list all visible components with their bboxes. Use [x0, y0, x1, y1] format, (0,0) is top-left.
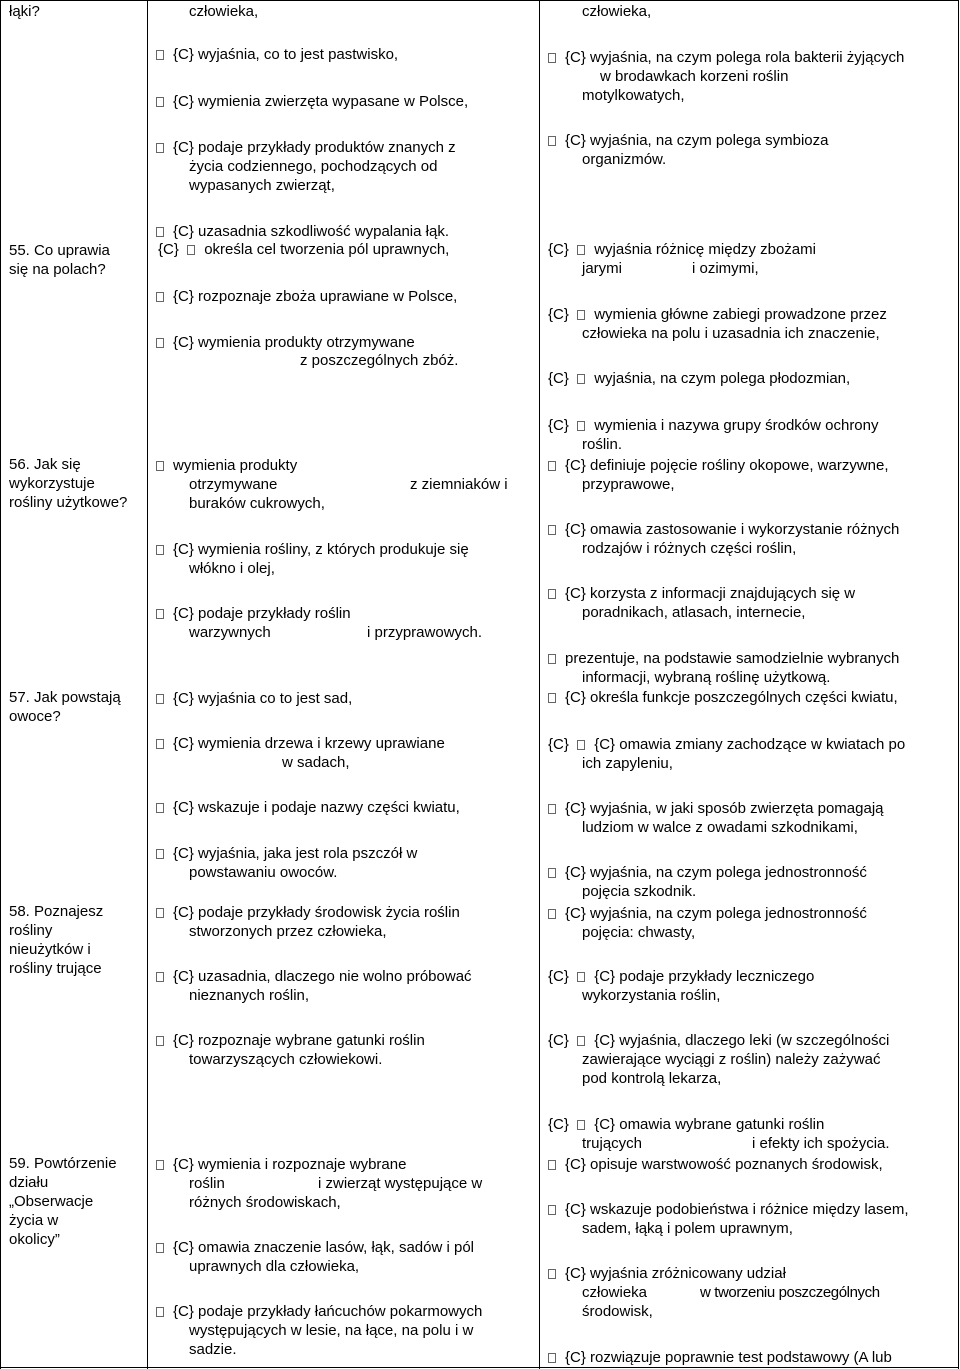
- requirement-text: trujących: [582, 1135, 643, 1152]
- bullet-box-icon: [156, 803, 164, 813]
- table-border-bottom: [0, 1367, 959, 1368]
- lesson-title: 56. Jak się: [9, 456, 81, 473]
- requirement-item: {C} omawia znaczenie lasów, łąk, sadów i pól: [156, 1238, 474, 1257]
- requirement-text: zawierające wyciągi z roślin) należy zażywać: [582, 1051, 881, 1068]
- bullet-box-icon: [156, 972, 164, 982]
- requirement-text: człowieka na polu i uzasadnia ich znaczenie,: [582, 325, 880, 342]
- requirement-text: różnych środowiskach,: [189, 1194, 341, 1211]
- requirement-item: {C} omawia zastosowanie i wykorzystanie różnych: [548, 520, 899, 539]
- bullet-box-icon: [577, 972, 585, 982]
- requirement-item: {C} uzasadnia szkodliwość wypalania łąk.: [156, 222, 449, 241]
- requirement-text: z poszczególnych zbóż.: [300, 352, 459, 369]
- bullet-box-icon: [156, 338, 164, 348]
- lesson-title: rośliny trujące: [9, 960, 102, 977]
- requirement-text: i ozimymi,: [692, 260, 759, 277]
- lesson-title: 55. Co uprawia: [9, 242, 110, 259]
- bullet-box-icon: [548, 136, 556, 146]
- bullet-box-icon: [156, 908, 164, 918]
- requirement-item: {C} uzasadnia, dlaczego nie wolno próbować: [156, 967, 472, 986]
- requirement-text: uprawnych dla człowieka,: [189, 1258, 360, 1275]
- requirement-text: i efekty ich spożycia.: [752, 1135, 890, 1152]
- column-divider-2: [539, 0, 540, 1369]
- requirement-text: pojęcia: chwasty,: [582, 924, 696, 941]
- requirement-text: pod kontrolą lekarza,: [582, 1070, 722, 1087]
- requirement-item: {C} {C} wyjaśnia, dlaczego leki (w szczególności: [548, 1032, 890, 1049]
- requirement-item: {C} wskazuje i podaje nazwy części kwiatu,: [156, 798, 460, 817]
- lesson-title: „Obserwacje: [9, 1193, 94, 1210]
- bullet-box-icon: [548, 693, 556, 703]
- column-divider-1: [147, 0, 148, 1369]
- requirement-text: włókno i olej,: [189, 560, 275, 577]
- bullet-box-icon: [156, 97, 164, 107]
- requirement-item: {C} wyjaśnia, na czym polega jednostronność: [548, 904, 867, 923]
- requirement-item: {C} {C} omawia zmiany zachodzące w kwiatach po: [548, 736, 906, 753]
- requirement-item: {C} wymienia zwierzęta wypasane w Polsce,: [156, 92, 468, 111]
- requirement-text: i przyprawowych.: [367, 624, 483, 641]
- bullet-box-icon: [187, 245, 195, 255]
- bullet-box-icon: [548, 868, 556, 878]
- lesson-title: rośliny: [9, 922, 53, 939]
- bullet-box-icon: [156, 739, 164, 749]
- requirement-text: w tworzeniu poszczególnych: [700, 1284, 880, 1301]
- lesson-title: okolicy”: [9, 1231, 60, 1248]
- bullet-box-icon: [577, 740, 585, 750]
- requirement-text: w sadach,: [282, 754, 350, 771]
- requirement-item: {C} wyjaśnia zróżnicowany udział: [548, 1264, 786, 1283]
- requirement-item: {C} rozpoznaje zboża uprawiane w Polsce,: [156, 287, 457, 306]
- requirement-text: powstawaniu owoców.: [189, 864, 338, 881]
- bullet-box-icon: [548, 589, 556, 599]
- lesson-title: 59. Powtórzenie: [9, 1155, 117, 1172]
- bullet-box-icon: [156, 1307, 164, 1317]
- requirement-item: {C} wymienia produkty otrzymywane: [156, 333, 415, 352]
- lesson-title: nieużytków i: [9, 941, 91, 958]
- requirement-text: występujących w lesie, na łące, na polu i w: [189, 1322, 474, 1339]
- table-border-left: [0, 0, 1, 1369]
- requirement-text: poradnikach, atlasach, internecie,: [582, 604, 806, 621]
- requirement-item: {C} {C} omawia wybrane gatunki roślin: [548, 1116, 825, 1133]
- bullet-box-icon: [548, 525, 556, 535]
- requirement-text: ludziom w walce z owadami szkodnikami,: [582, 819, 858, 836]
- requirement-text: towarzyszących człowiekowi.: [189, 1051, 383, 1068]
- bullet-box-icon: [548, 461, 556, 471]
- requirement-item: {C} wymienia i rozpoznaje wybrane: [156, 1155, 406, 1174]
- bullet-box-icon: [577, 374, 585, 384]
- requirement-item: {C} wyjaśnia, jaka jest rola pszczół w: [156, 844, 417, 863]
- bullet-box-icon: [577, 1120, 585, 1130]
- requirement-item: {C} wskazuje podobieństwa i różnice między lasem,: [548, 1200, 909, 1219]
- requirement-text: stworzonych przez człowieka,: [189, 923, 387, 940]
- bullet-box-icon: [548, 1160, 556, 1170]
- requirement-text: ich zapyleniu,: [582, 755, 673, 772]
- requirement-text: człowieka: [582, 1284, 648, 1301]
- requirement-text: buraków cukrowych,: [189, 495, 325, 512]
- bullet-box-icon: [156, 461, 164, 471]
- lesson-title: wykorzystuje: [9, 475, 95, 492]
- lesson-title: 57. Jak powstają: [9, 689, 121, 706]
- table-border-right: [958, 0, 959, 1369]
- requirement-item: {C} rozwiązuje poprawnie test podstawowy (A lub: [548, 1348, 892, 1367]
- lesson-title: rośliny użytkowe?: [9, 494, 128, 511]
- requirement-text: rodzajów i różnych części roślin,: [582, 540, 797, 557]
- requirement-text: wykorzystania roślin,: [582, 987, 721, 1004]
- bullet-box-icon: [577, 1036, 585, 1046]
- bullet-box-icon: [156, 1160, 164, 1170]
- requirement-text: jarymi: [582, 260, 622, 277]
- lesson-title: działu: [9, 1174, 49, 1191]
- requirement-text: i zwierząt występujące w: [318, 1175, 483, 1192]
- bullet-box-icon: [548, 654, 556, 664]
- lesson-title: łąki?: [9, 3, 40, 20]
- lesson-title: się na polach?: [9, 261, 106, 278]
- requirement-item: {C} wyjaśnia, w jaki sposób zwierzęta pomagają: [548, 799, 884, 818]
- requirement-item: {C} wyjaśnia różnicę między zbożami: [548, 241, 816, 258]
- requirement-text: z ziemniaków i: [410, 476, 508, 493]
- requirement-text: przyprawowe,: [582, 476, 675, 493]
- requirement-item: {C} wyjaśnia, na czym polega płodozmian,: [548, 370, 851, 387]
- requirement-text: roślin.: [582, 436, 623, 453]
- bullet-box-icon: [156, 545, 164, 555]
- requirement-item: prezentuje, na podstawie samodzielnie wybranych: [548, 649, 899, 668]
- requirement-item: {C} definiuje pojęcie rośliny okopowe, warzywne,: [548, 456, 889, 475]
- requirement-item: {C} wymienia i nazywa grupy środków ochrony: [548, 417, 879, 434]
- bullet-box-icon: [156, 1243, 164, 1253]
- requirement-text: pojęcia szkodnik.: [582, 883, 697, 900]
- table-border-top: [0, 0, 959, 1]
- requirement-item: {C} korzysta z informacji znajdujących się w: [548, 584, 855, 603]
- requirement-text: nieznanych roślin,: [189, 987, 310, 1004]
- bullet-box-icon: [577, 421, 585, 431]
- requirement-item: {C} wymienia rośliny, z których produkuje się: [156, 540, 469, 559]
- requirement-text: w brodawkach korzeni roślin: [600, 68, 789, 85]
- bullet-box-icon: [156, 292, 164, 302]
- requirement-item: {C} {C} podaje przykłady leczniczego: [548, 968, 815, 985]
- requirement-item: {C} wymienia drzewa i krzewy uprawiane: [156, 734, 445, 753]
- lesson-title: życia w: [9, 1212, 59, 1229]
- bullet-box-icon: [548, 804, 556, 814]
- bullet-box-icon: [548, 1269, 556, 1279]
- requirement-text: otrzymywane: [189, 476, 278, 493]
- bullet-box-icon: [156, 227, 164, 237]
- bullet-box-icon: [156, 1036, 164, 1046]
- requirement-item: {C} podaje przykłady roślin: [156, 604, 351, 623]
- bullet-box-icon: [548, 1205, 556, 1215]
- lesson-title: 58. Poznajesz: [9, 903, 104, 920]
- requirement-text: warzywnych: [189, 624, 271, 641]
- requirement-item: {C} wyjaśnia co to jest sad,: [156, 689, 352, 708]
- bullet-box-icon: [577, 245, 585, 255]
- requirement-text: człowieka,: [189, 3, 259, 20]
- bullet-box-icon: [548, 53, 556, 63]
- bullet-box-icon: [156, 694, 164, 704]
- requirement-item: {C} wyjaśnia, co to jest pastwisko,: [156, 45, 398, 64]
- requirement-text: motylkowatych,: [582, 87, 685, 104]
- requirement-text: roślin: [189, 1175, 225, 1192]
- requirement-text: organizmów.: [582, 151, 667, 168]
- requirement-text: życia codziennego, pochodzących od: [189, 158, 438, 175]
- requirement-item: {C} wyjaśnia, na czym polega symbioza: [548, 131, 828, 150]
- requirement-text: środowisk,: [582, 1303, 653, 1320]
- requirement-item: wymienia produkty: [156, 456, 297, 475]
- requirement-item: {C} podaje przykłady środowisk życia roślin: [156, 903, 460, 922]
- lesson-title: owoce?: [9, 708, 61, 725]
- bullet-box-icon: [156, 143, 164, 153]
- bullet-box-icon: [156, 849, 164, 859]
- bullet-box-icon: [156, 50, 164, 60]
- bullet-box-icon: [548, 1353, 556, 1363]
- requirement-item: {C} określa cel tworzenia pól uprawnych,: [158, 241, 450, 258]
- requirement-text: sadem, łąką i polem uprawnym,: [582, 1220, 793, 1237]
- bullet-box-icon: [156, 609, 164, 619]
- requirement-text: wypasanych zwierząt,: [189, 177, 335, 194]
- requirement-item: {C} podaje przykłady produktów znanych z: [156, 138, 456, 157]
- bullet-box-icon: [548, 909, 556, 919]
- requirement-item: {C} podaje przykłady łańcuchów pokarmowych: [156, 1302, 482, 1321]
- requirement-item: {C} wyjaśnia, na czym polega rola bakterii żyjących: [548, 48, 904, 67]
- requirement-item: {C} wyjaśnia, na czym polega jednostronność: [548, 863, 867, 882]
- bullet-box-icon: [577, 310, 585, 320]
- requirement-item: {C} rozpoznaje wybrane gatunki roślin: [156, 1031, 425, 1050]
- requirement-item: {C} wymienia główne zabiegi prowadzone przez: [548, 306, 887, 323]
- requirement-text: człowieka,: [582, 3, 652, 20]
- requirement-item: {C} opisuje warstwowość poznanych środowisk,: [548, 1155, 883, 1174]
- requirement-item: {C} określa funkcje poszczególnych części kwiatu,: [548, 688, 898, 707]
- requirement-text: informacji, wybraną roślinę użytkową.: [582, 669, 831, 686]
- requirement-text: sadzie.: [189, 1341, 237, 1358]
